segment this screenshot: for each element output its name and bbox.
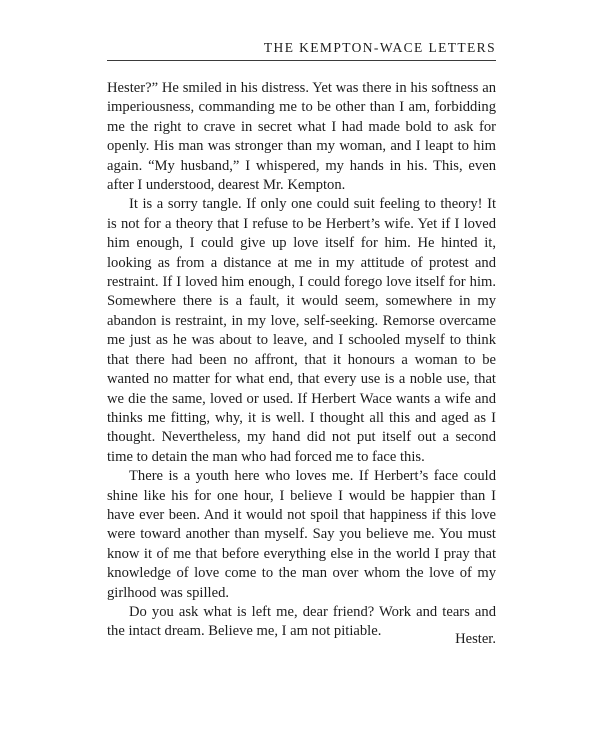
letter-body — [107, 79, 496, 642]
paragraph-3: There is a youth here who loves me. If Herbert’s face could shine like his for one hour, I believe I would be happier than I have ever been. And it would not spoil that happiness if this love were toward another than myself. Say you believe me. You must know it of me that before everything else in the world I pray that knowledge of love come to the man over whom the love of my girlhood was spilled. — [107, 468, 496, 601]
paragraph-4: Do you ask what is left me, dear friend? Work and tears and the intact dream. Believe me, I am not pitiable. — [107, 603, 496, 640]
signature: Hester. — [455, 631, 496, 647]
paragraph-1: Hester?” He smiled in his distress. Yet was there in his softness an imperiousness, commanding me to be other than I am, forbidding me the right to crave in secret what I had made bold to ask for openly. His man was stronger than my woman, and I leapt to him again. “My husband,” I whispered, my hands in his. This, even after I understood, dearest Mr. Kempton. — [107, 80, 496, 194]
paragraph-2: It is a sorry tangle. If only one could suit feeling to theory! It is not for a theory that I refuse to be Herbert’s wife. Yet if I loved him enough, I could give up love itself for him. He hinted it, looking as from a distance at me in my attitude of protest and restraint. If I loved him enough, I could forego love itself for him. Somewhere there is a fault, it would seem, somewhere in my abandon is restraint, in my love, self-seeking. Remorse overcame me just as he was about to leave, and I schooled myself to think that there had been no affront, that it honours a woman to be wanted no matter for what end, that every use is a noble use, that we die the same, loved or used. If Herbert Wace wants a wife and thinks me fitting, why, it is well. I thought all this and aged as I thought. Nevertheless, my hand did not put itself out a second time to detain the man who had forced me to face this. — [107, 196, 496, 465]
running-head: THE KEMPTON-WACE LETTERS — [263, 40, 496, 55]
header-rule — [107, 60, 496, 61]
